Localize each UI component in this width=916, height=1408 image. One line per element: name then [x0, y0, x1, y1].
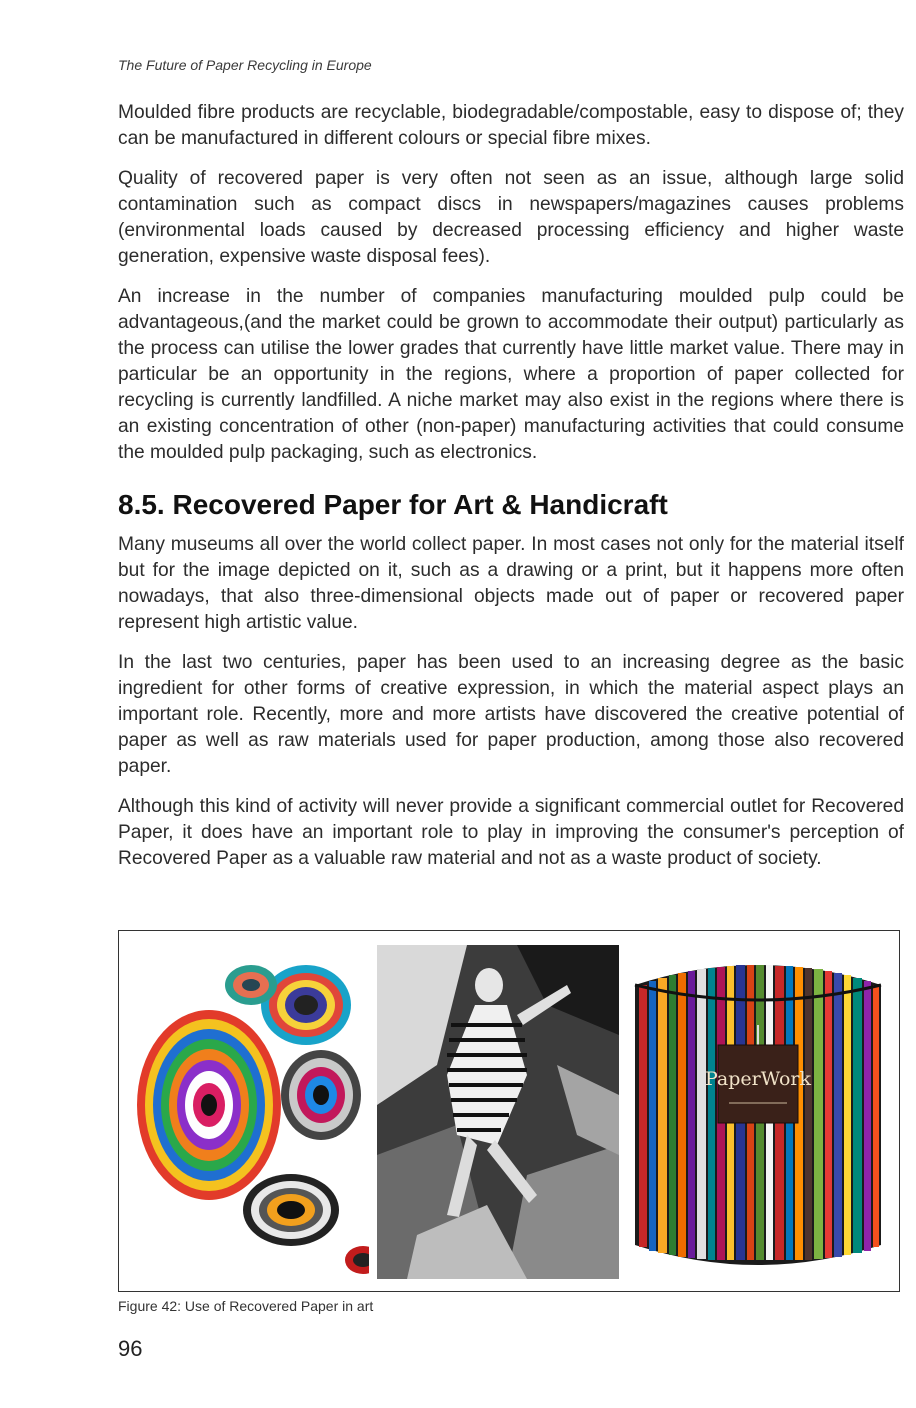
- paragraph: Many museums all over the world collect paper. In most cases not only for the material itself but for the image depicted on it, such as a drawing or a print, but it happens more often nowadays, that also three-dimensional objects made out of paper or recovered paper represent high artistic value.: [118, 534, 904, 633]
- figure-frame: [118, 930, 900, 1292]
- paper-basket-image: [627, 945, 889, 1279]
- paragraph: In the last two centuries, paper has been used to an increasing degree as the basic ingredient for other forms of creative expression, in which the material aspect plays an important role. Recently, more and more artists have discovered the creative potential of paper as well as raw materials used for paper production, among those also recovered paper.: [118, 652, 904, 777]
- paperwork-tag-text: PaperWork: [704, 1068, 812, 1090]
- running-header: The Future of Paper Recycling in Europe: [118, 57, 372, 73]
- paragraph: An increase in the number of companies manufacturing moulded pulp could be advantageous,(and the market could be grown to accommodate their output) particularly as the process can utilise the lower grades that currently have little market value. There may in particular be an opportunity in the regions, where a proportion of paper collected for recycling is currently landfilled. A niche market may also exist in the regions where there is an existing concentration of other (non-paper) manufacturing activities that could consume the moulded pulp packaging, such as electronics.: [118, 286, 904, 463]
- paragraph: Quality of recovered paper is very often not seen as an issue, although large solid contamination such as compact discs in newspapers/magazines causes problems (environmental loads caused by decreased processing efficiency and higher waste generation, expensive waste disposal fees).: [118, 168, 904, 267]
- figure-caption: Figure 42: Use of Recovered Paper in art: [118, 1298, 374, 1314]
- paragraph: Moulded fibre products are recyclable, biodegradable/compostable, easy to dispose of; they can be manufactured in different colours or special fibre mixes.: [118, 102, 904, 149]
- page-number: 96: [118, 1336, 143, 1361]
- section-heading: 8.5. Recovered Paper for Art & Handicraft: [118, 489, 668, 520]
- main-content: [118, 100, 904, 886]
- paper-sculpture-image: [131, 945, 369, 1279]
- paragraph: Although this kind of activity will never provide a significant commercial outlet for Recovered Paper, it does have an important role to play in improving the consumer's perception of Recovered Paper as a valuable raw material and not as a waste product of society.: [118, 796, 904, 869]
- bw-photo-image: [377, 945, 619, 1279]
